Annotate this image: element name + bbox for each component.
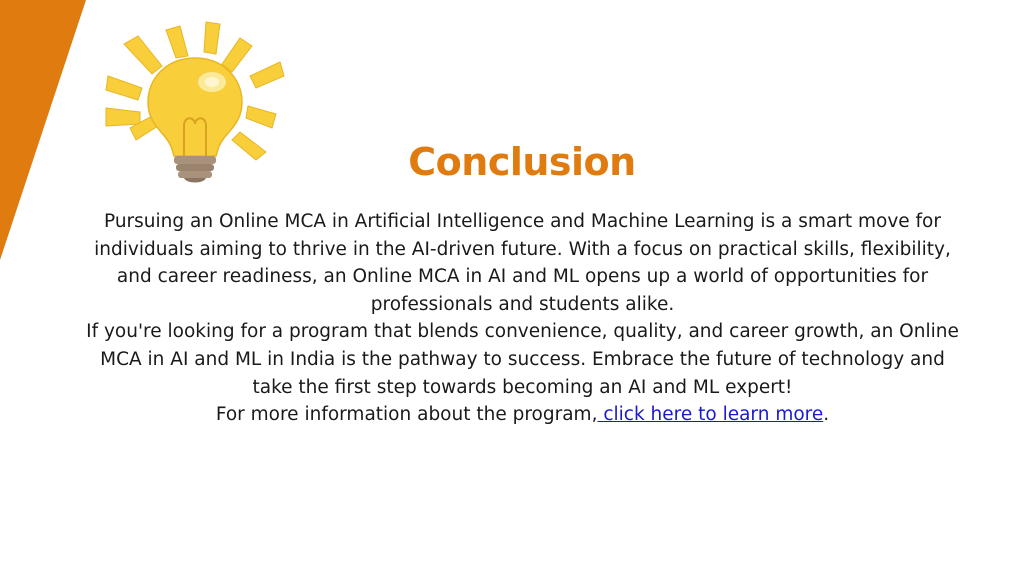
slide-title: Conclusion xyxy=(408,140,636,184)
paragraph-cta: If you're looking for a program that blends convenience, quality, and career growth, an Online MCA in AI and ML in India is the pathway to success. Embrace the future of technology and take the first step towards becoming an AI and ML expert! xyxy=(86,321,959,398)
more-info-line xyxy=(80,401,965,429)
learn-more-link[interactable]: click here to learn more xyxy=(597,404,824,426)
conclusion-body xyxy=(80,208,965,429)
more-info-suffix: . xyxy=(823,404,830,426)
paragraph-intro: Pursuing an Online MCA in Artificial Intelligence and Machine Learning is a smart move for individuals aiming to thrive in the AI-driven future. With a focus on practical skills, flexibility, and career readiness, an Online MCA in AI and ML opens up a world of opportunities for professionals and students alike. xyxy=(94,211,951,315)
more-info-prefix: For more information about the program, xyxy=(215,404,598,426)
corner-polygon xyxy=(0,0,86,260)
